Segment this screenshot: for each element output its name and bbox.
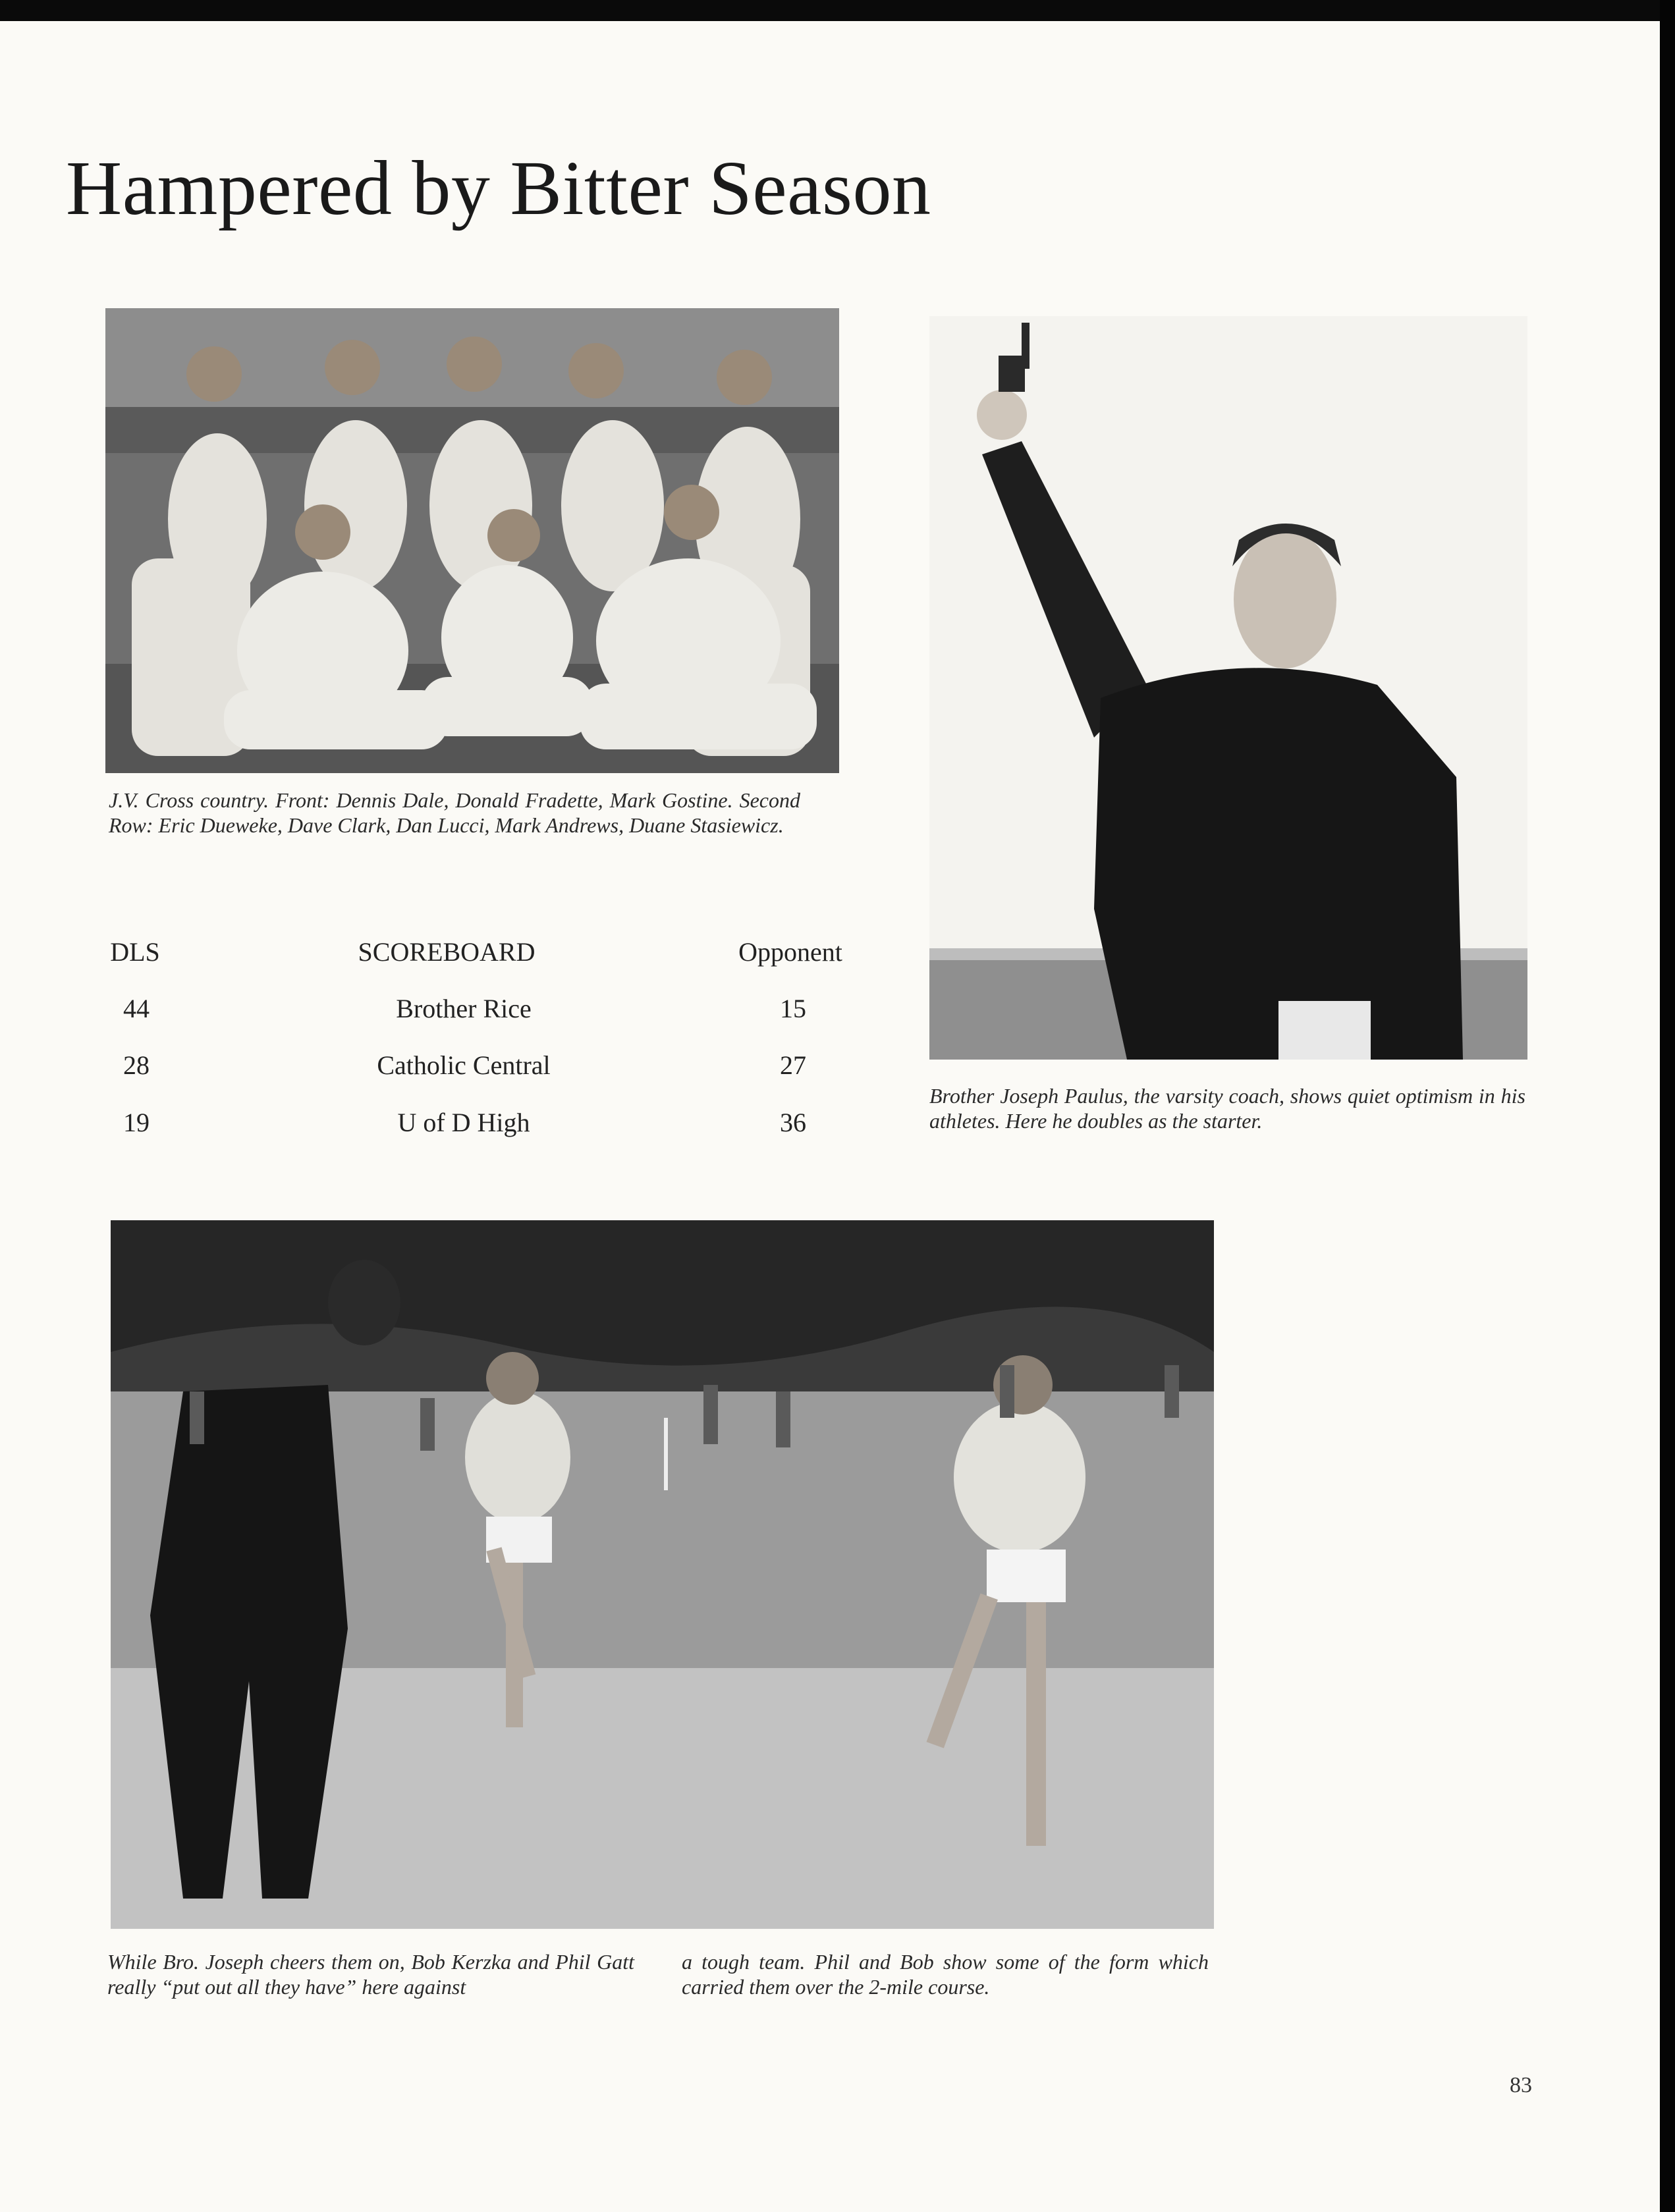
score-row-team: U of D High <box>397 1108 530 1137</box>
coach-caption: Brother Joseph Paulus, the varsity coach, shows quiet optimism in his athletes. Here he doubles as the starter. <box>929 1084 1525 1133</box>
page-title: Hampered by Bitter Season <box>66 145 931 231</box>
score-row-dls: 28 <box>123 1050 150 1080</box>
score-row-opponent: 27 <box>780 1050 806 1080</box>
race-photo <box>111 1220 1214 1929</box>
score-row-team: Catholic Central <box>377 1050 551 1080</box>
score-row-dls: 19 <box>123 1108 150 1137</box>
score-row-opponent: 15 <box>780 994 806 1023</box>
score-row-opponent: 36 <box>780 1108 806 1137</box>
scoreboard-header-title: SCOREBOARD <box>358 937 535 967</box>
page-number: 83 <box>1510 2073 1532 2097</box>
jv-team-photo <box>105 308 839 773</box>
scan-edge <box>1660 0 1675 2212</box>
jv-team-caption: J.V. Cross country. Front: Dennis Dale, Donald Fradette, Mark Gostine. Second Row: Eric Dueweke, Dave Clark, Dan Lucci, Mark Andrews, Duane Stasiewicz. <box>109 788 800 837</box>
score-row-dls: 44 <box>123 994 150 1023</box>
score-row-team: Brother Rice <box>396 994 532 1023</box>
scoreboard-header-opponent: Opponent <box>738 937 842 967</box>
scoreboard-header-dls: DLS <box>110 937 160 967</box>
race-caption-right: a tough team. Phil and Bob show some of the form which carried them over the 2-mile course. <box>682 1950 1209 1999</box>
coach-photo <box>929 316 1527 1060</box>
race-caption-left: While Bro. Joseph cheers them on, Bob Kerzka and Phil Gatt really “put out all they have” here against <box>107 1950 634 1999</box>
